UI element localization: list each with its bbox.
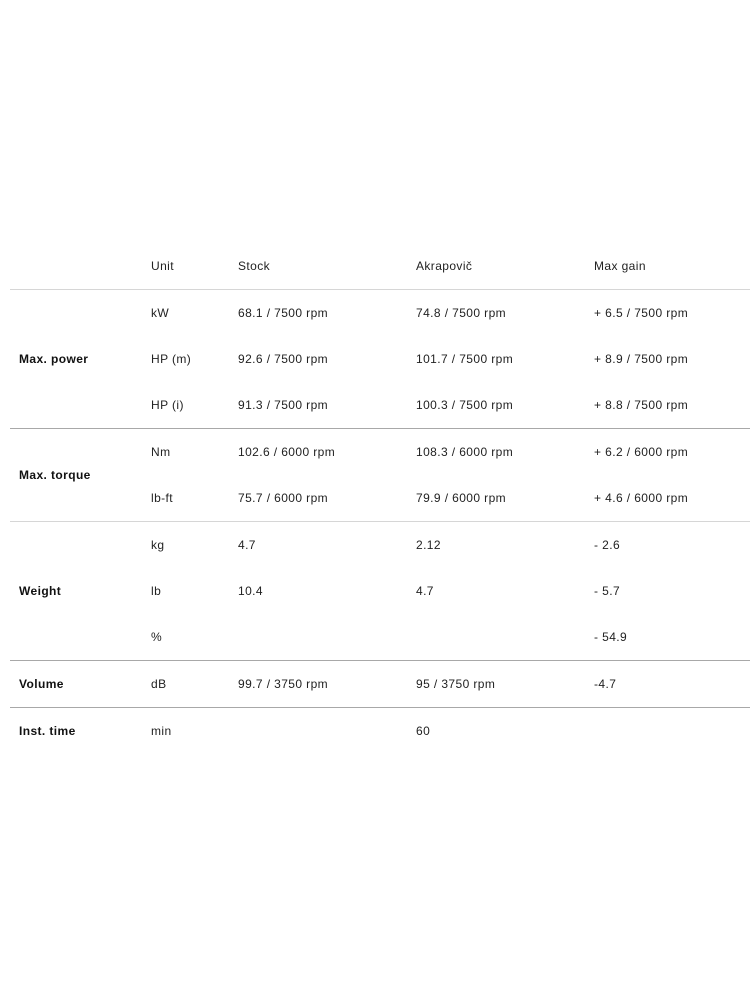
header-max-gain: Max gain: [594, 243, 750, 290]
group-label-installation-time: Inst. time: [19, 724, 76, 738]
cell-unit: kg: [151, 538, 165, 552]
cell-unit: kW: [151, 306, 170, 320]
cell-akrapovic: 79.9 / 6000 rpm: [416, 491, 507, 505]
cell-max-gain: + 8.8 / 7500 rpm: [594, 398, 689, 412]
cell-max-gain: + 4.6 / 6000 rpm: [594, 491, 689, 505]
table-row: [10, 290, 750, 337]
cell-akrapovic: 95 / 3750 rpm: [416, 677, 496, 691]
group-max-torque: [10, 429, 750, 522]
cell-akrapovic: 100.3 / 7500 rpm: [416, 398, 514, 412]
header-unit: Unit: [151, 243, 238, 290]
cell-max-gain: -4.7: [594, 677, 617, 691]
cell-akrapovic: 60: [416, 724, 431, 738]
cell-stock: 68.1 / 7500 rpm: [238, 306, 329, 320]
table-row: [10, 522, 750, 569]
cell-max-gain: + 6.2 / 6000 rpm: [594, 445, 689, 459]
cell-stock: 91.3 / 7500 rpm: [238, 398, 329, 412]
cell-stock: 102.6 / 6000 rpm: [238, 445, 336, 459]
cell-akrapovic: 108.3 / 6000 rpm: [416, 445, 514, 459]
group-weight: [10, 522, 750, 661]
cell-max-gain: [594, 708, 750, 755]
cell-stock: 10.4: [238, 584, 263, 598]
performance-spec-table: [10, 243, 750, 754]
cell-max-gain: + 6.5 / 7500 rpm: [594, 306, 689, 320]
cell-unit: lb: [151, 584, 162, 598]
cell-unit: %: [151, 630, 163, 644]
cell-unit: min: [151, 724, 172, 738]
cell-unit: Nm: [151, 445, 171, 459]
group-label-volume: Volume: [19, 677, 64, 691]
cell-stock: 92.6 / 7500 rpm: [238, 352, 329, 366]
group-max-power: [10, 290, 750, 429]
header-row: [10, 243, 750, 290]
cell-akrapovic: 2.12: [416, 538, 441, 552]
cell-max-gain: + 8.9 / 7500 rpm: [594, 352, 689, 366]
table-row: [10, 429, 750, 476]
cell-stock: 4.7: [238, 538, 256, 552]
cell-unit: HP (i): [151, 398, 184, 412]
cell-akrapovic: [416, 614, 594, 661]
header-empty: [10, 243, 151, 290]
group-label-max-power: Max. power: [19, 352, 89, 366]
cell-unit: HP (m): [151, 352, 192, 366]
header-stock: Stock: [238, 243, 416, 290]
cell-unit: lb-ft: [151, 491, 174, 505]
group-installation-time: [10, 708, 750, 755]
cell-max-gain: - 54.9: [594, 630, 628, 644]
table-row: [10, 661, 750, 708]
header-akrapovic: Akrapovič: [416, 243, 594, 290]
cell-stock: 75.7 / 6000 rpm: [238, 491, 329, 505]
cell-akrapovic: 4.7: [416, 584, 434, 598]
cell-unit: dB: [151, 677, 167, 691]
cell-max-gain: - 2.6: [594, 538, 621, 552]
cell-akrapovic: 101.7 / 7500 rpm: [416, 352, 514, 366]
cell-stock: [238, 708, 416, 755]
group-label-weight: Weight: [19, 584, 62, 598]
table-row: [10, 708, 750, 755]
group-volume: [10, 661, 750, 708]
cell-max-gain: - 5.7: [594, 584, 621, 598]
cell-akrapovic: 74.8 / 7500 rpm: [416, 306, 507, 320]
group-label-max-torque: Max. torque: [19, 468, 91, 482]
cell-stock: 99.7 / 3750 rpm: [238, 677, 329, 691]
table-header: [10, 243, 750, 290]
cell-stock: [238, 614, 416, 661]
